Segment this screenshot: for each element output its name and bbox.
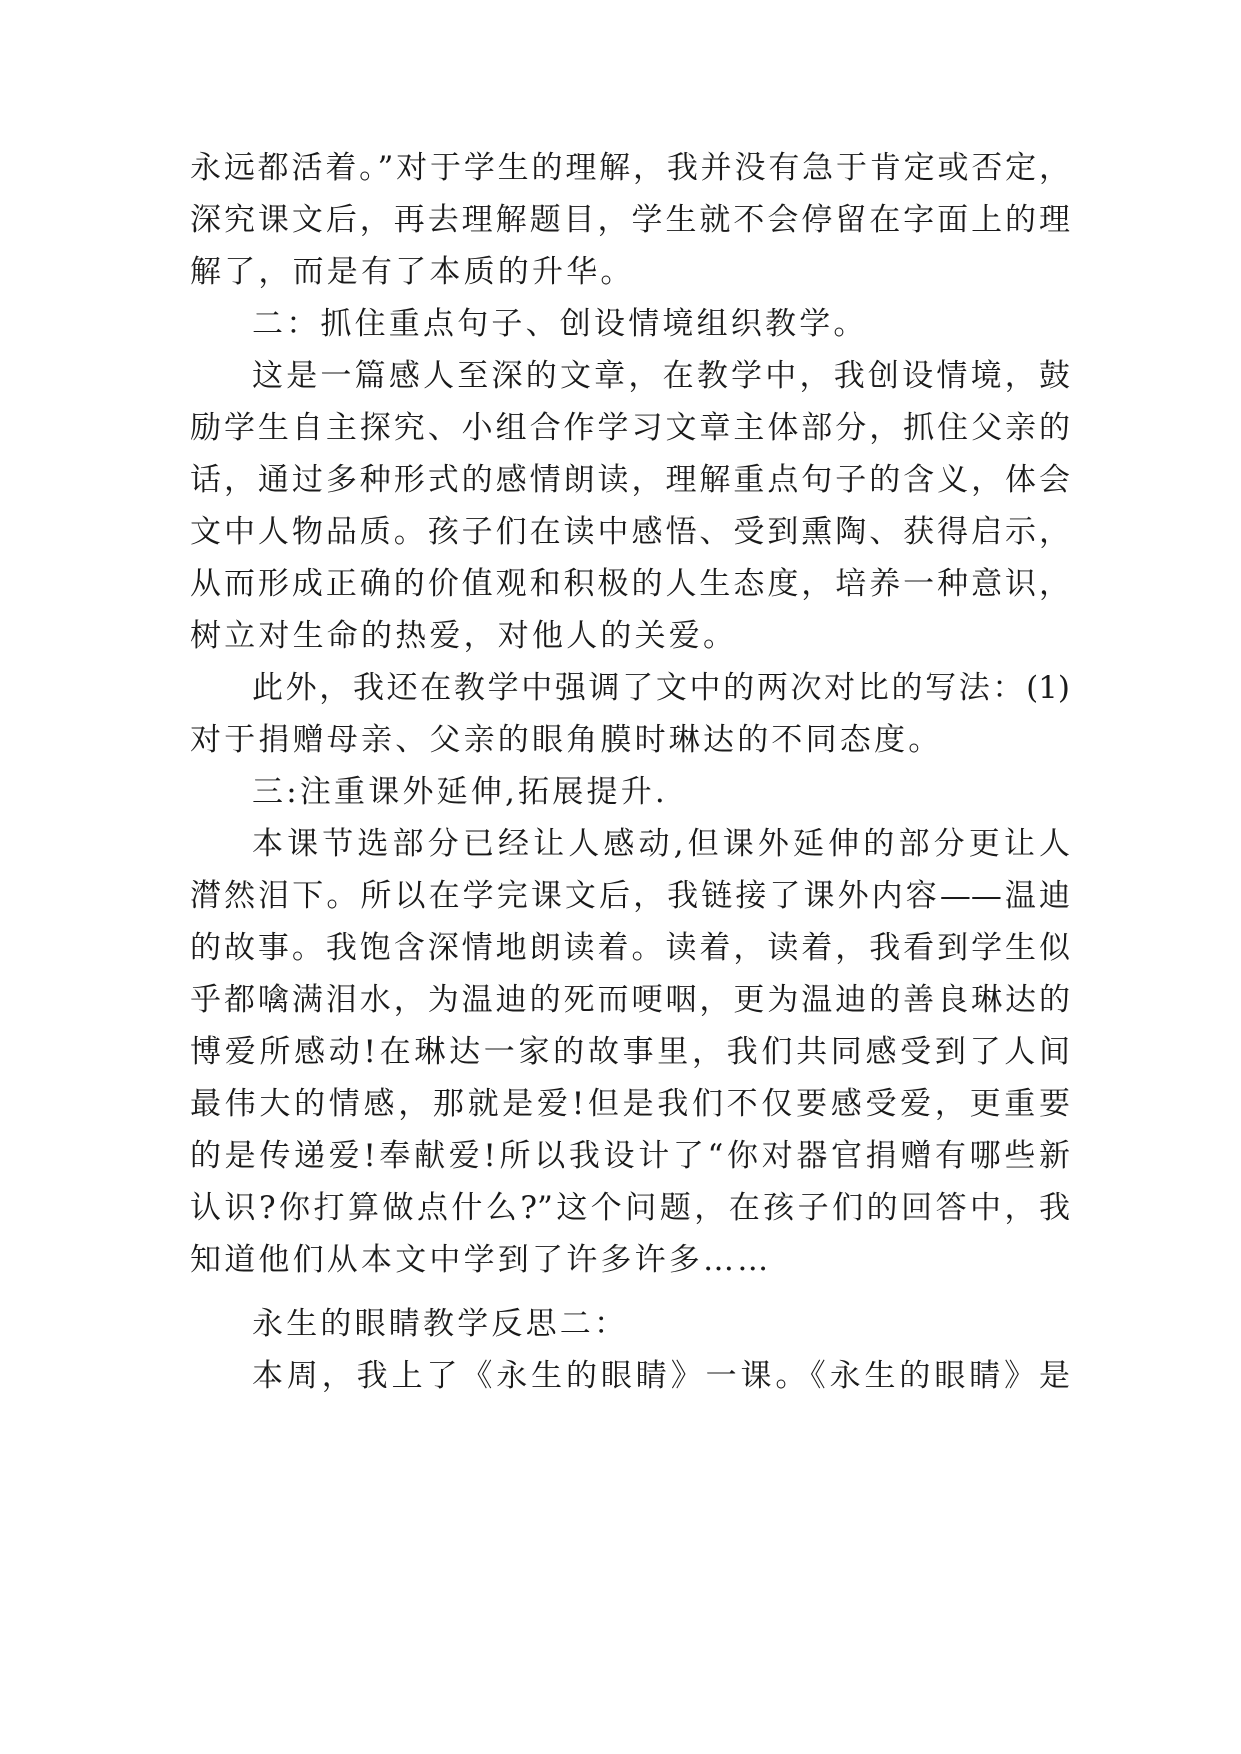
text-line: 乎都噙满泪水，为温迪的死而哽咽，更为温迪的善良琳达的	[190, 982, 1070, 1018]
text-line: 的故事。我饱含深情地朗读着。读着，读着，我看到学生似	[190, 930, 1070, 966]
section-heading: 二：抓住重点句子、创设情境组织教学。	[252, 306, 868, 342]
text-line: 从而形成正确的价值观和积极的人生态度，培养一种意识，	[190, 566, 1070, 602]
text-line: 潸然泪下。所以在学完课文后，我链接了课外内容——温迪	[190, 878, 1070, 914]
text-line: 文中人物品质。孩子们在读中感悟、受到熏陶、获得启示，	[190, 514, 1070, 550]
text-line: 励学生自主探究、小组合作学习文章主体部分，抓住父亲的	[190, 410, 1070, 446]
text-line: 博爱所感动!在琳达一家的故事里，我们共同感受到了人间	[190, 1034, 1070, 1070]
text-line: 解了，而是有了本质的升华。	[190, 254, 635, 290]
text-line: 深究课文后，再去理解题目，学生就不会停留在字面上的理	[190, 202, 1070, 238]
section-heading: 三:注重课外延伸,拓展提升.	[252, 774, 668, 810]
text-line: 知道他们从本文中学到了许多许多……	[190, 1242, 772, 1278]
text-line: 这是一篇感人至深的文章，在教学中，我创设情境，鼓	[252, 358, 1070, 394]
section-title: 永生的眼睛教学反思二：	[252, 1306, 629, 1342]
text-line: 本周，我上了《永生的眼睛》一课。《永生的眼睛》是	[252, 1358, 1070, 1394]
text-line: 认识?你打算做点什么?”这个问题，在孩子们的回答中，我	[190, 1190, 1070, 1226]
text-line: 永远都活着。”对于学生的理解，我并没有急于肯定或否定，	[190, 150, 1070, 186]
text-line: 的是传递爱!奉献爱!所以我设计了“你对器官捐赠有哪些新	[190, 1138, 1070, 1174]
text-line: 最伟大的情感，那就是爱!但是我们不仅要感受爱，更重要	[190, 1086, 1070, 1122]
text-line: 话，通过多种形式的感情朗读，理解重点句子的含义，体会	[190, 462, 1070, 498]
text-line: 树立对生命的热爱，对他人的关爱。	[190, 618, 738, 654]
text-line: 此外，我还在教学中强调了文中的两次对比的写法：(1)	[252, 670, 1070, 706]
text-line: 对于捐赠母亲、父亲的眼角膜时琳达的不同态度。	[190, 722, 943, 758]
text-line: 本课节选部分已经让人感动,但课外延伸的部分更让人	[252, 826, 1070, 862]
